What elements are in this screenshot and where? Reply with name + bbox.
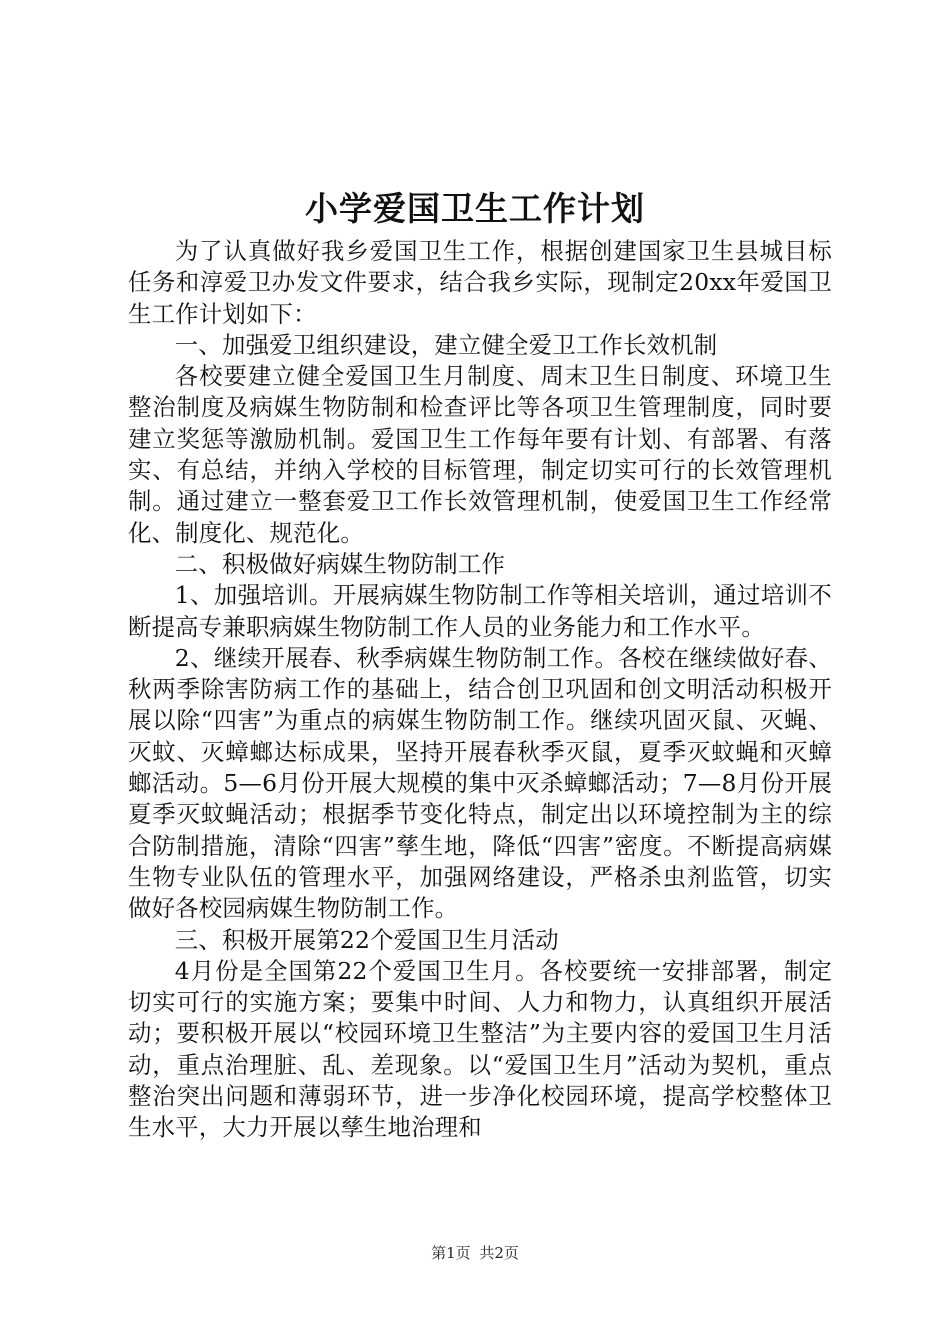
page-total: 共2页 (479, 1244, 519, 1262)
document-body (128, 236, 832, 1144)
section-2-item-2: 2、继续开展春、秋季病媒生物防制工作。各校在继续做好春、秋两季除害防病工作的基础上，结合创卫巩固和创文明活动积极开展以除“四害”为重点的病媒生物防制工作。继续巩固灭鼠、灭蝇、灭蚊、灭蟑螂达标成果，坚持开展春秋季灭鼠，夏季灭蚊蝇和灭蟑螂活动。5—6月份开展大规模的集中灭杀蟑螂活动；7—8月份开展夏季灭蚊蝇活动；根据季节变化特点，制定出以环境控制为主的综合防制措施，清除“四害”孳生地，降低“四害”密度。不断提高病媒生物专业队伍的管理水平，加强网络建设，严格杀虫剂监管，切实做好各校园病媒生物防制工作。 (128, 643, 832, 923)
section-1-paragraph: 各校要建立健全爱国卫生月制度、周末卫生日制度、环境卫生整治制度及病媒生物防制和检查评比等各项卫生管理制度，同时要建立奖惩等激励机制。爱国卫生工作每年要有计划、有部署、有落实、有总结，并纳入学校的目标管理，制定切实可行的长效管理机制。通过建立一整套爱卫工作长效管理机制，使爱国卫生工作经常化、制度化、规范化。 (128, 362, 832, 547)
intro-paragraph: 为了认真做好我乡爱国卫生工作，根据创建国家卫生县城目标任务和淳爱卫办发文件要求，结合我乡实际，现制定20xx年爱国卫生工作计划如下： (128, 237, 832, 328)
section-heading-3: 三、积极开展第22个爱国卫生月活动 (174, 925, 559, 954)
section-3-paragraph: 4月份是全国第22个爱国卫生月。各校要统一安排部署，制定切实可行的实施方案；要集中时间、人力和物力，认真组织开展活动；要积极开展以“校园环境卫生整洁”为主要内容的爱国卫生月活动，重点治理脏、乱、差现象。以“爱国卫生月”活动为契机，重点整治突出问题和薄弱环节，进一步净化校园环境，提高学校整体卫生水平，大力开展以孳生地治理和 (128, 956, 832, 1142)
section-heading-2: 二、积极做好病媒生物防制工作 (174, 549, 506, 578)
page-number: 第1页 (431, 1244, 471, 1262)
document-title: 小学爱国卫生工作计划 (305, 189, 645, 228)
section-heading-1: 一、加强爱卫组织建设，建立健全爱卫工作长效机制 (174, 330, 718, 359)
section-2-item-1: 1、加强培训。开展病媒生物防制工作等相关培训，通过培训不断提高专兼职病媒生物防制工作人员的业务能力和工作水平。 (128, 581, 832, 641)
page-footer (0, 1243, 950, 1263)
